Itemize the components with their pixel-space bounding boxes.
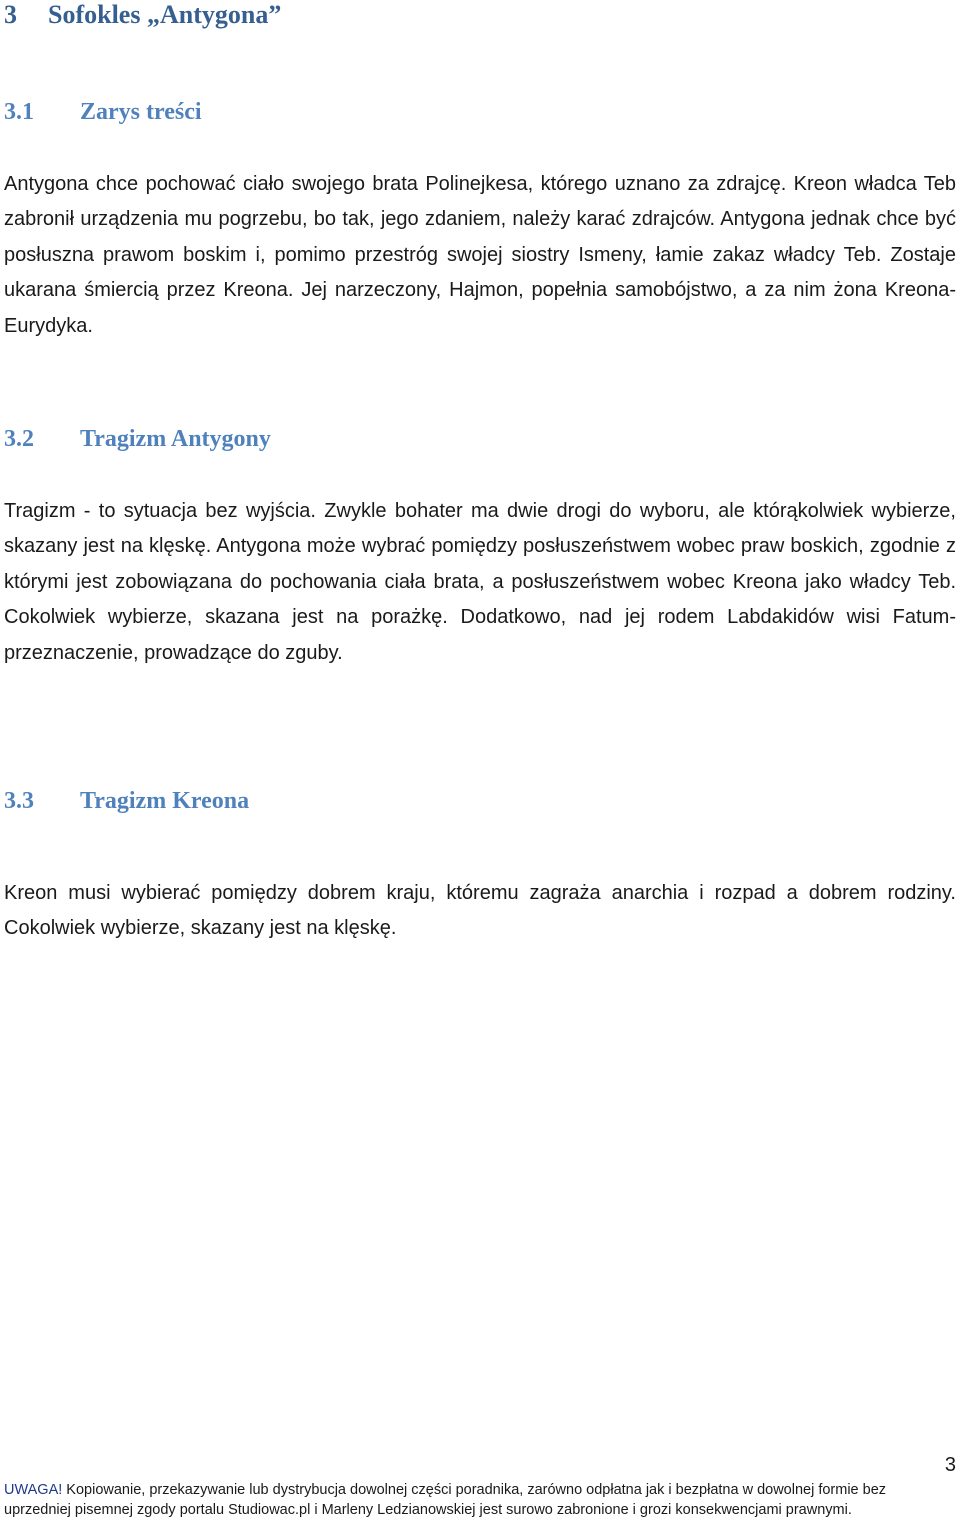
section-paragraph-3-2: Tragizm - to sytuacja bez wyjścia. Zwykle bohater ma dwie drogi do wyboru, ale którąkolwiek wybierze, skazany jest na klęskę. Antygona może wybrać pomiędzy posłuszeństwem wobec praw boskich, zgodnie z którymi jest zobowiązana do pochowania ciała brata, a posłuszeństwem wobec Kreona jako władcy Teb. Cokolwiek wybierze, skazana jest na porażkę. Dodatkowo, nad jej rodem Labdakidów wisi Fatum-przeznaczenie, prowadzące do zguby. <box>4 500 956 664</box>
chapter-number: 3 <box>4 0 17 29</box>
chapter-heading <box>4 0 281 30</box>
section-paragraph-3-3: Kreon musi wybierać pomiędzy dobrem kraju, któremu zagraża anarchia i rozpad a dobrem rodziny. Cokolwiek wybierze, skazany jest na klęskę. <box>4 882 956 940</box>
section-title: Tragizm Antygony <box>80 426 271 452</box>
section-number: 3.1 <box>4 99 34 125</box>
section-number: 3.2 <box>4 426 34 452</box>
section-title: Tragizm Kreona <box>80 788 250 814</box>
section-heading-3-3 <box>4 786 249 816</box>
section-paragraph-3-1: Antygona chce pochować ciało swojego brata Polinejkesa, którego uznano za zdrajcę. Kreon władca Teb zabronił urządzenia mu pogrzebu, bo tak, jego zdaniem, należy karać zdrajców. Antygona jednak chce być posłuszna prawom boskim i, pomimo przestróg swojej siostry Ismeny, łamie zakaz władcy Teb. Zostaje ukarana śmiercią przez Kreona. Jej narzeczony, Hajmon, popełnia samobójstwo, a za nim żona Kreona-Eurydyka. <box>4 173 956 337</box>
section-number: 3.3 <box>4 788 34 814</box>
footer-notice <box>4 1480 956 1520</box>
section-heading-3-1 <box>4 97 202 127</box>
section-heading-3-2 <box>4 424 271 454</box>
section-title: Zarys treści <box>80 99 202 125</box>
page-number: 3 <box>944 1454 956 1476</box>
footer-warning: UWAGA! <box>4 1482 63 1498</box>
footer-text: Kopiowanie, przekazywanie lub dystrybucja dowolnej części poradnika, zarówno odpłatna jak i bezpłatna w dowolnej formie bez uprzedniej pisemnej zgody portalu Studiowac.pl i Marleny Ledzianowskiej jest surowo zabronione i grozi konsekwencjami prawnymi. <box>4 1482 887 1518</box>
chapter-title: Sofokles „Antygona” <box>48 0 282 29</box>
